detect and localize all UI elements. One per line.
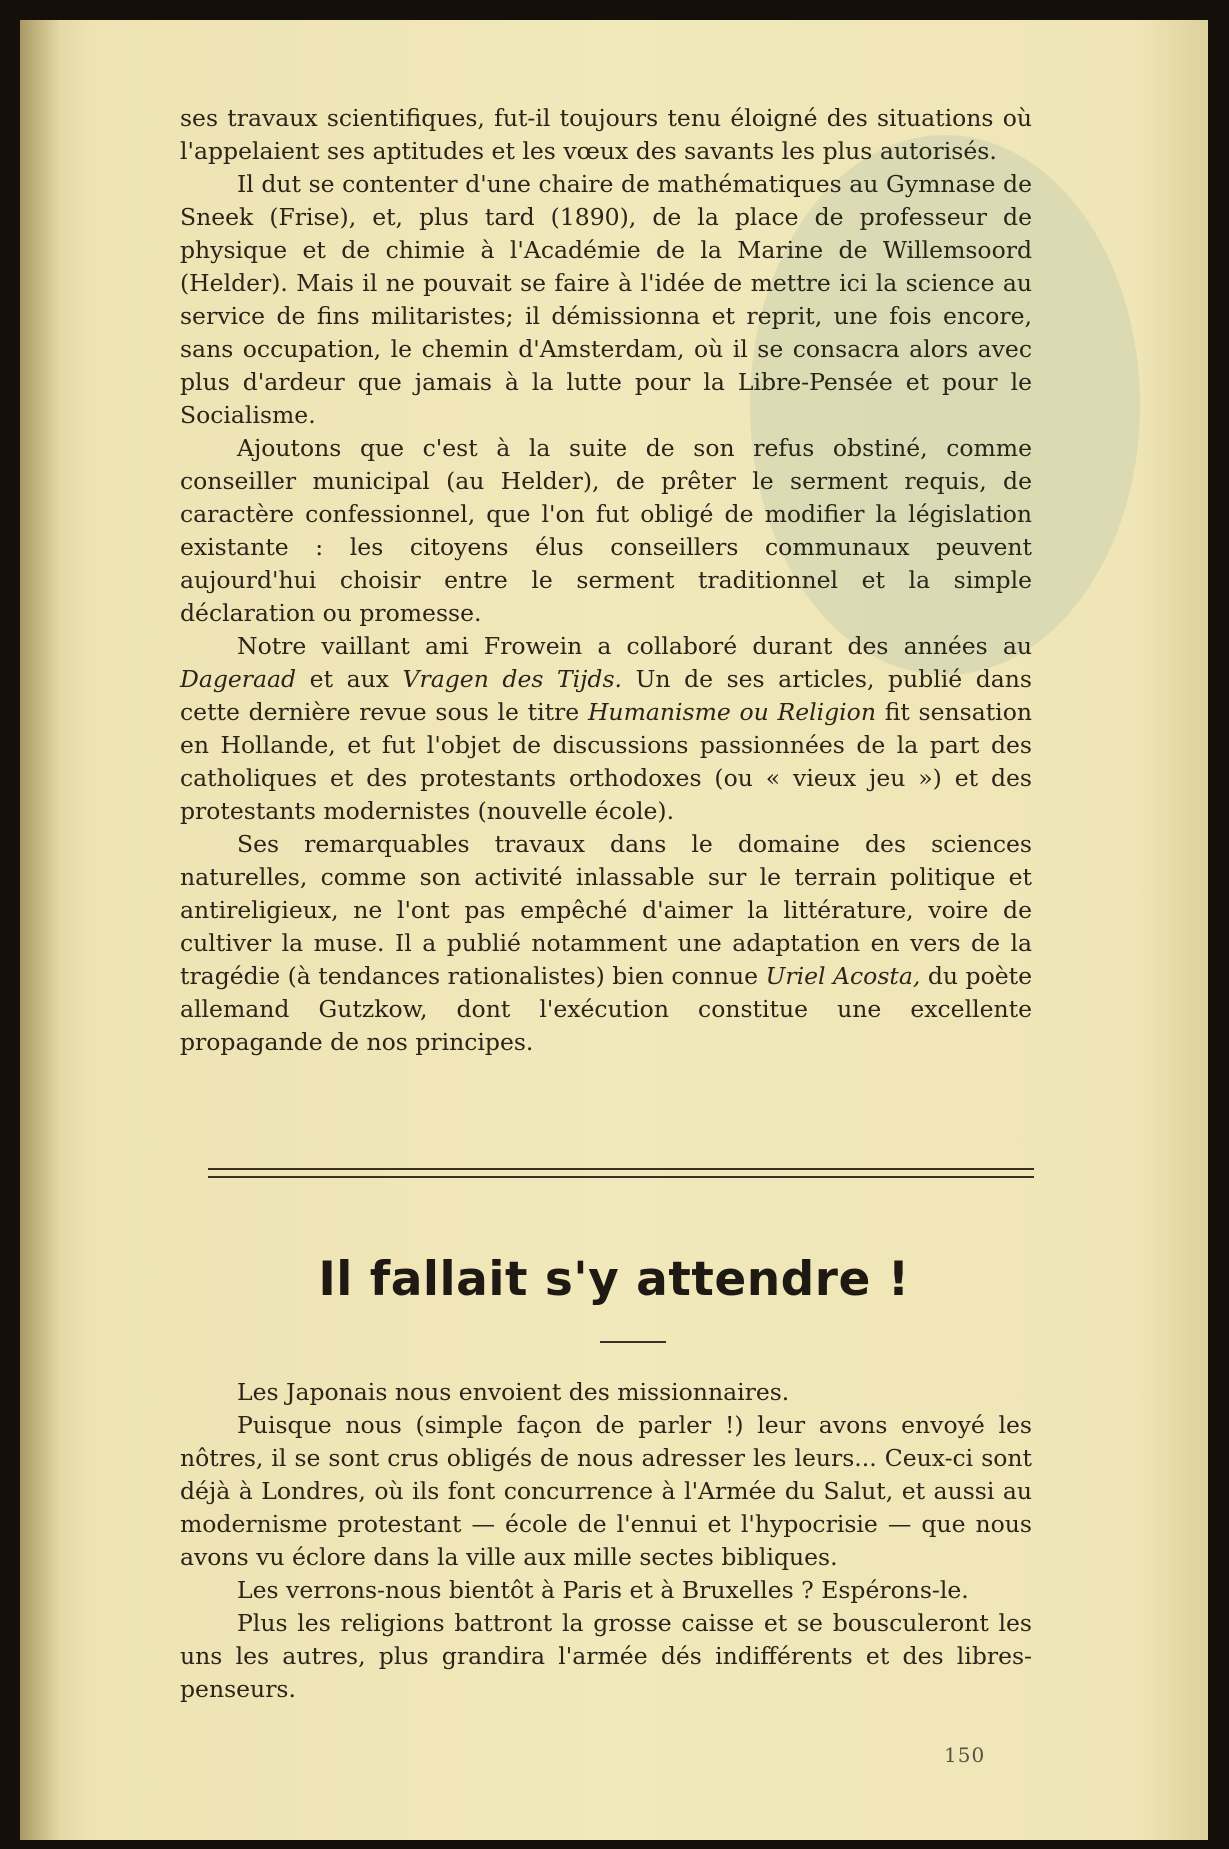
text-segment: Ses remarquables travaux dans le domaine des sciences naturelles, comme son activité inlassable sur le terrain politique et antireligieux, ne l'ont pas empêché d'aimer la littérature, voire de cultiver la muse. Il a publié notamment une adaptation en vers de la tragédie (à tendances rationalistes) bien connue [180, 830, 1032, 990]
book-spine-shadow [20, 20, 62, 1840]
play-title: Uriel Acosta, [765, 962, 921, 990]
article-heading: Il fallait s'y attendre ! [318, 1252, 910, 1307]
paragraph-career: Il dut se contenter d'une chaire de mathématiques au Gymnase de Sneek (Frise), et, plus tard (1890), de la place de professeur de physique et de chimie à l'Académie de la Marine de Willemsoord (Helder). Mais il ne pouvait se faire à l'idée de mettre ici la science au service de fins militaristes; il démissionna et reprit, une fois encore, sans occupation, le chemin d'Amsterdam, où il se consacra alors avec plus d'ardeur que jamais à la lutte pour la Libre-Pensée et pour le Socialisme. [180, 170, 1032, 429]
paragraph-london: Puisque nous (simple façon de parler !) leur avons envoyé les nôtres, il se sont crus obligés de nous adresser les leurs... Ceux-ci sont déjà à Londres, où ils font concurrence à l'Armée du Salut, et aussi au modernisme protestant — école de l'ennui et l'hypocrisie — que nous avons vu éclore dans la ville aux mille sectes bibliques. [180, 1411, 1032, 1571]
paragraph-paris: Les verrons-nous bientôt à Paris et à Bruxelles ? Espérons-le. [237, 1576, 969, 1604]
book-page [20, 20, 1208, 1840]
heading-underline [600, 1341, 666, 1343]
paragraph-missionaries: Les Japonais nous envoient des missionnaires. [237, 1378, 790, 1406]
text-segment: Notre vaillant ami Frowein a collaboré durant des années au [237, 632, 1032, 660]
section-divider [208, 1168, 1034, 1178]
article-text [180, 1376, 1032, 1706]
text-segment: fit sensation en Hollande, et fut l'objet de discussions passionnées de la part des catholiques et des protestants orthodoxes (ou « vieux jeu ») et des protestants modernistes (nouvelle école). [180, 698, 1032, 825]
paragraph-publications [180, 630, 1032, 828]
paragraph-continuation: ses travaux scientifiques, fut-il toujours tenu éloigné des situations où l'appelaient ses aptitudes et les vœux des savants les plus autorisés. [180, 104, 1032, 165]
paragraph-religions: Plus les religions battront la grosse caisse et se bousculeront les uns les autres, plus grandira l'armée dés indifférents et des libres-penseurs. [180, 1609, 1032, 1703]
paragraph-oath: Ajoutons que c'est à la suite de son refus obstiné, comme conseiller municipal (au Helder), de prêter le serment requis, de caractère confessionnel, que l'on fut obligé de modifier la législation existante : les citoyens élus conseillers communaux peuvent aujourd'hui choisir entre le serment traditionnel et la simple déclaration ou promesse. [180, 434, 1032, 627]
paragraph-literature [180, 828, 1032, 1059]
biography-text [180, 102, 1032, 1059]
periodical-title: Vragen des Tijds. [402, 665, 623, 693]
text-segment: et aux [309, 665, 389, 693]
article-title: Humanisme ou Religion [587, 698, 876, 726]
text-segment: du poète allemand Gutzkow, dont l'exécution constitue une excellente propagande de nos principes. [180, 962, 1032, 1056]
page-number: 150 [944, 1743, 986, 1767]
periodical-title: Dageraad [180, 665, 297, 693]
text-segment: Un de ses articles, publié dans cette dernière revue sous le titre [180, 665, 1032, 726]
